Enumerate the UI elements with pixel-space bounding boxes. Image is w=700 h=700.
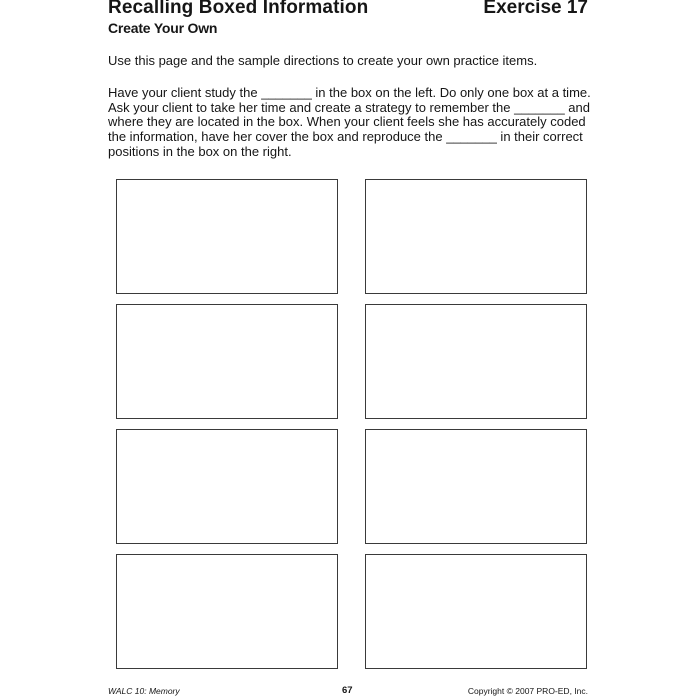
page-title: Recalling Boxed Information	[108, 0, 369, 18]
page-subtitle: Create Your Own	[108, 20, 218, 36]
directions-line: Have your client study the _______ in the box on the left. Do only one box at a time.	[108, 85, 591, 100]
directions-line: where they are located in the box. When your client feels she has accurately coded	[108, 114, 586, 130]
footer-book-title: WALC 10: Memory	[108, 686, 180, 696]
directions-line: Ask your client to take her time and create a strategy to remember the _______ and	[108, 99, 590, 115]
directions-paragraph	[108, 86, 591, 160]
response-box-3	[365, 429, 587, 544]
directions-line: positions in the box on the right.	[108, 143, 292, 159]
directions-line: the information, have her cover the box and reproduce the _______ in their correct	[108, 129, 583, 145]
response-box-2	[365, 304, 587, 419]
study-box-2	[116, 304, 338, 419]
response-box-1	[365, 179, 587, 294]
exercise-number: Exercise 17	[483, 0, 588, 18]
response-box-4	[365, 554, 587, 669]
copyright-notice: Copyright © 2007 PRO-ED, Inc.	[467, 686, 588, 696]
study-box-1	[116, 179, 338, 294]
study-box-3	[116, 429, 338, 544]
study-box-4	[116, 554, 338, 669]
intro-text: Use this page and the sample directions to create your own practice items.	[108, 53, 538, 68]
page-number: 67	[342, 685, 353, 696]
